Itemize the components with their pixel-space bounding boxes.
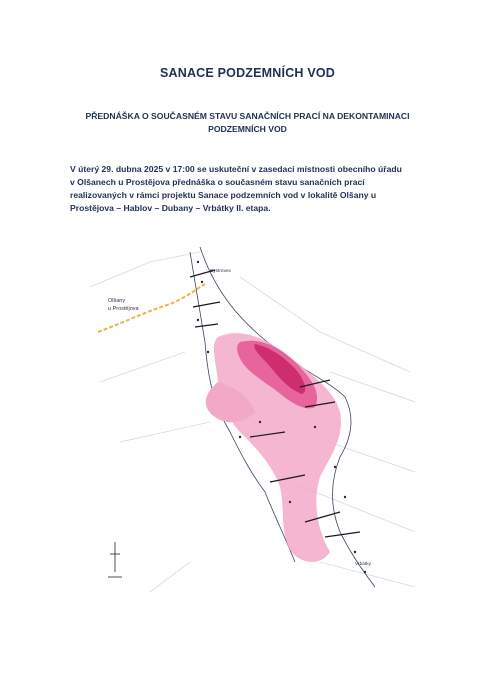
north-arrow-icon (108, 542, 122, 577)
subtitle-line: PODZEMNÍCH VOD (208, 124, 287, 134)
announcement-paragraph (70, 163, 440, 215)
map-label-top: Bystrovec (210, 269, 232, 274)
paragraph-line: Prostějova – Hablov – Dubany – Vrbátky II. etapa. (70, 203, 271, 213)
paragraph-line: realizovaných v rámci projektu Sanace podzemních vod v lokalitě Olšany u (70, 190, 377, 200)
document-subtitle (60, 110, 435, 136)
map-label-olsany: Olšany (108, 298, 126, 304)
map-drawing (90, 232, 415, 602)
paragraph-line: v Olšanech u Prostějova přednáška o současném stavu sanačních prací (70, 177, 365, 187)
subtitle-line: PŘEDNÁŠKA O SOUČASNÉM STAVU SANAČNÍCH PRACÍ NA DEKONTAMINACI (85, 111, 410, 121)
map-label-olsany-sub: u Prostějova (108, 306, 139, 312)
paragraph-line: V úterý 29. dubna 2025 v 17:00 se uskuteční v zasedací místnosti obecního úřadu (70, 164, 402, 174)
document-title: SANACE PODZEMNÍCH VOD (159, 66, 336, 80)
contamination-map (90, 232, 415, 602)
map-label-bottom: Vrbátky (355, 562, 372, 567)
